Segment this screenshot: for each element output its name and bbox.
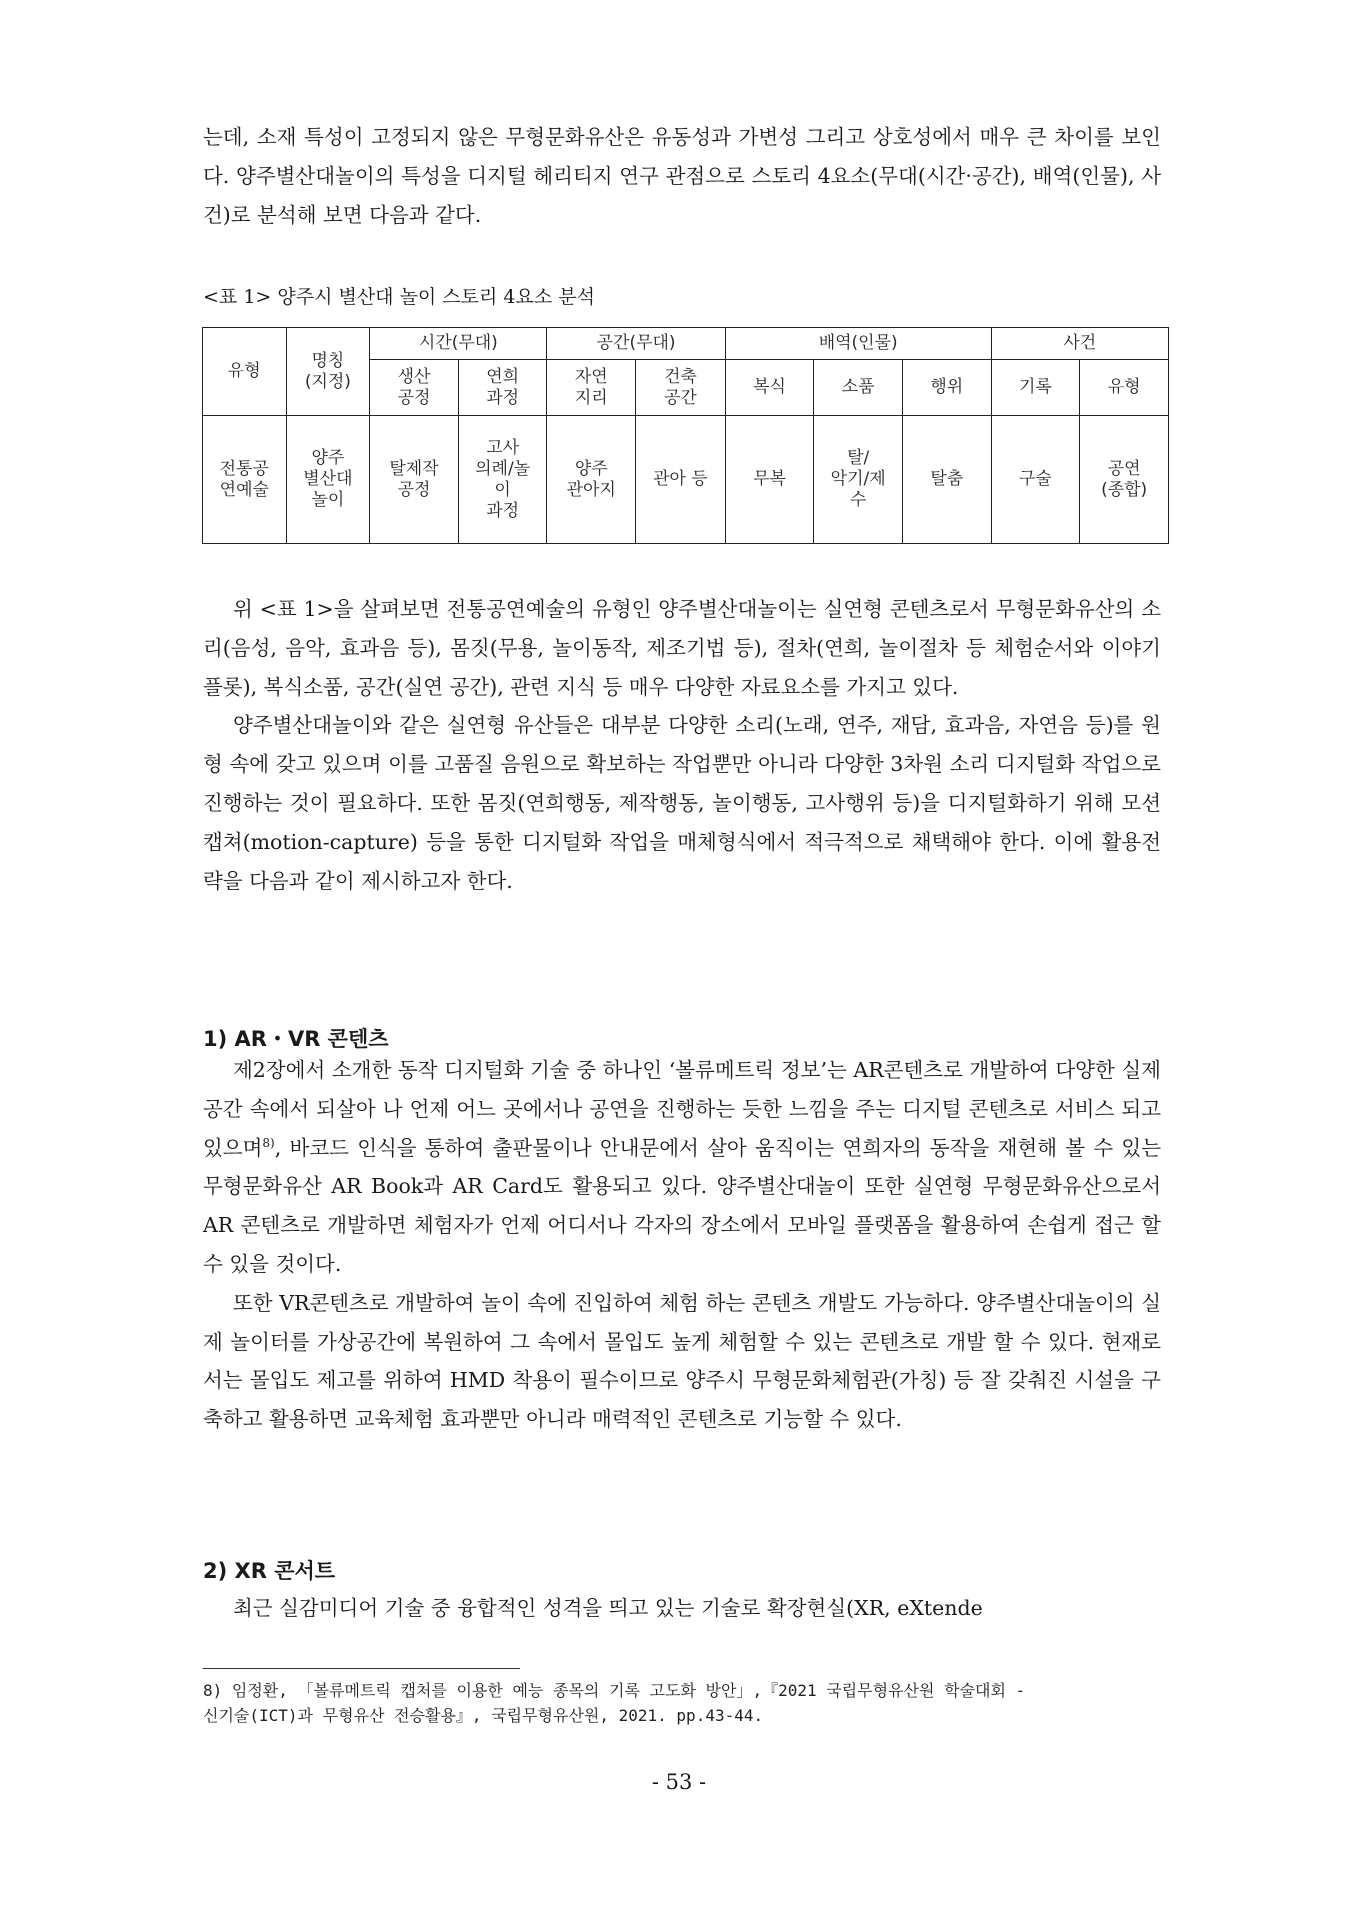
header-sub-cell: 복식 [725,360,814,416]
header-time-group: 시간(무대) [370,328,547,360]
footnote: 8) 임정환, 「볼류메트릭 캡처를 이용한 예능 종목의 기록 고도화 방안」,『2021 국립무형유산원 학술대회 - 신기술(ICT)과 무형유산 전승활용』, 국립무형유산원, 2021. pp.43-44. [203,1681,1026,1725]
header-sub-cell: 연희 과정 [458,360,547,416]
body-paragraph: 최근 실감미디어 기술 중 융합적인 성격을 띄고 있는 기술로 확장현실(XR, eXtende [233,1596,983,1620]
table-row [203,416,1169,544]
table-cell: 양주 별산대 놀이 [286,416,370,544]
header-sub-cell: 생산 공정 [370,360,459,416]
section-heading-ar-vr: 1) AR・VR 콘텐츠 [203,1027,389,1051]
table-cell: 고사 의례/놀 이 과정 [458,416,547,544]
table-cell: 탈/ 악기/제 수 [814,416,903,544]
header-event-group: 사건 [991,328,1168,360]
header-sub-cell: 자연 지리 [547,360,636,416]
table-header-row-1 [203,328,1169,360]
body-paragraph [203,1051,1161,1284]
ar-vr-text-block [203,1051,1161,1439]
paragraph-text: 제2장에서 소개한 동작 디지털화 기술 중 하나인 ‘볼류메트릭 정보’는 AR콘텐츠로 개발하여 다양한 실제 공간 속에서 되살아 나 언제 어느 곳에서나 공연을 진행하는 듯한 느낌을 주는 디지털 콘텐츠로 서비스 되고 있으며 [203,1058,1161,1160]
analysis-text-block [203,590,1161,900]
footnote-divider [203,1668,520,1669]
header-sub-cell: 유형 [1080,360,1169,416]
table-cell: 탈춤 [902,416,991,544]
body-paragraph: 또한 VR콘텐츠로 개발하여 놀이 속에 진입하여 체험 하는 콘텐츠 개발도 가능하다. 양주별산대놀이의 실제 놀이터를 가상공간에 복원하여 그 속에서 몰입도 높게 체험할 수 있는 콘텐츠로 개발 할 수 있다. 현재로서는 몰입도 제고를 위하여 HMD 착용이 필수이므로 양주시 무형문화체험관(가칭) 등 잘 갖춰진 시설을 구축하고 활용하면 교육체험 효과뿐만 아니라 매력적인 콘텐츠로 기능할 수 있다. [203,1290,1161,1432]
story-elements-table [202,327,1169,544]
section-heading-xr-concert: 2) XR 콘서트 [203,1559,336,1583]
table-cell: 전통공 연예술 [203,416,287,544]
page-number: - 53 - [651,1770,707,1794]
header-name: 명칭 (지정) [286,328,370,416]
table-cell: 탈제작 공정 [370,416,459,544]
table-cell: 무복 [725,416,814,544]
table-cell: 양주 관아지 [547,416,636,544]
header-sub-cell: 건축 공간 [636,360,726,416]
footnote-reference[interactable]: 8) [262,1135,275,1150]
header-type: 유형 [203,328,287,416]
xr-text-block [203,1589,1161,1628]
table-caption: <표 1> 양주시 별산대 놀이 스토리 4요소 분석 [203,286,595,308]
header-sub-cell: 기록 [991,360,1080,416]
intro-text-block [203,118,1161,234]
body-paragraph: 위 <표 1>을 살펴보면 전통공연예술의 유형인 양주별산대놀이는 실연형 콘텐츠로서 무형문화유산의 소리(음성, 음악, 효과음 등), 몸짓(무용, 놀이동작, 제조기법 등), 절차(연희, 놀이절차 등 체험순서와 이야기 플롯), 복식소품, 공간(실연 공간), 관련 지식 등 매우 다양한 자료요소를 가지고 있다. [203,597,1161,699]
table-cell: 구술 [991,416,1080,544]
header-sub-cell: 소품 [814,360,903,416]
paragraph-text: , 바코드 인식을 통하여 출판물이나 안내문에서 살아 움직이는 연희자의 동작을 재현해 볼 수 있는 무형문화유산 AR Book과 AR Card도 활용되고 있다. 양주별산대놀이 또한 실연형 무형문화유산으로서 AR 콘텐츠로 개발하면 체험자가 언제 어디서나 각자의 장소에서 모바일 플랫폼을 활용하여 손쉽게 접근 할 수 있을 것이다. [203,1135,1161,1276]
header-role-group: 배역(인물) [725,328,991,360]
header-sub-cell: 행위 [902,360,991,416]
body-paragraph: 양주별산대놀이와 같은 실연형 유산들은 대부분 다양한 소리(노래, 연주, 재담, 효과음, 자연음 등)를 원형 속에 갖고 있으며 이를 고품질 음원으로 확보하는 작업뿐만 아니라 다양한 3차원 소리 디지털화 작업으로 진행하는 것이 필요하다. 또한 몸짓(연희행동, 제작행동, 놀이행동, 고사행위 등)을 디지털화하기 위해 모션캡쳐(motion-capture) 등을 통한 디지털화 작업을 매체형식에서 적극적으로 채택해야 한다. 이에 활용전략을 다음과 같이 제시하고자 한다. [203,713,1161,893]
header-space-group: 공간(무대) [547,328,725,360]
intro-paragraph: 는데, 소재 특성이 고정되지 않은 무형문화유산은 유동성과 가변성 그리고 상호성에서 매우 큰 차이를 보인다. 양주별산대놀이의 특성을 디지털 헤리티지 연구 관점으로 스토리 4요소(무대(시간·공간), 배역(인물), 사건)로 분석해 보면 다음과 같다. [203,125,1161,227]
table-cell: 공연 (종합) [1080,416,1169,544]
table-cell: 관아 등 [636,416,726,544]
